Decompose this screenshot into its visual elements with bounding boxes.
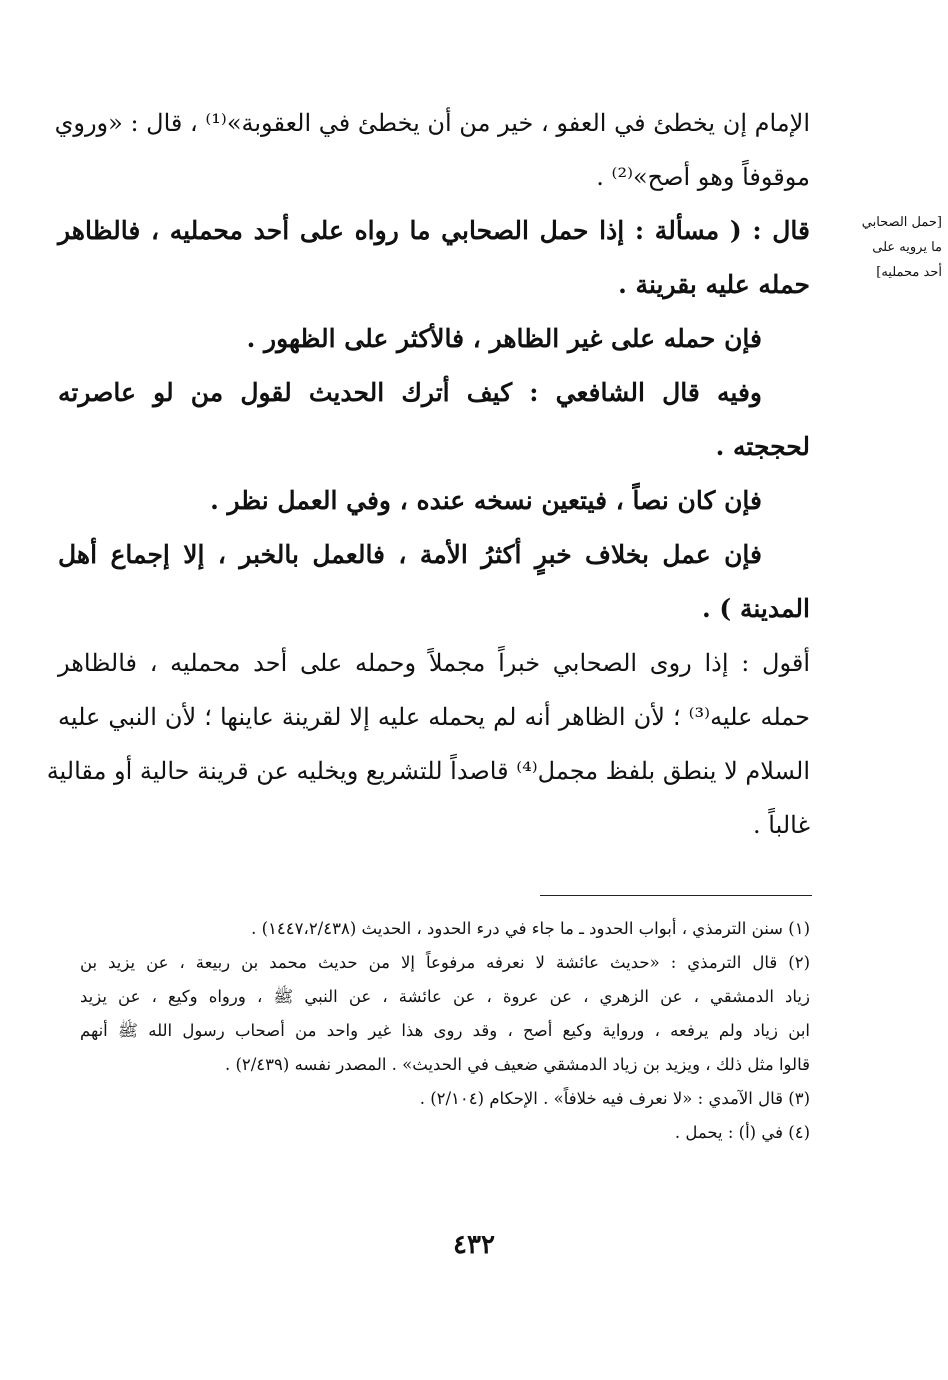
text-line: قال : ( مسألة : إذا حمل الصحابي ما رواه على أحد محمليه ، فالظاهر (58, 216, 810, 245)
footnote-line: (١) سنن الترمذي ، أبواب الحدود ـ ما جاء في درء الحدود ، الحديث (١٤٤٧،٢/٤٣٨) . (251, 919, 810, 938)
text-line: لحججته . (715, 432, 810, 461)
footnote-line: زياد الدمشقي ، عن الزهري ، عن عروة ، عن عائشة ، عن النبي ﷺ ، ورواه وكيع ، عن يزيد (80, 987, 810, 1006)
text-line: فإن كان نصاً ، فيتعين نسخه عنده ، وفي العمل نظر . (210, 486, 762, 515)
text-line: موقوفاً وهو أصح»⁽²⁾ . (596, 163, 810, 191)
text-line: أقول : إذا روى الصحابي خبراً مجملاً وحمله على أحد محمليه ، فالظاهر (58, 649, 810, 677)
text-line: فإن حمله على غير الظاهر ، فالأكثر على الظهور . (246, 324, 762, 353)
text-line: حمله عليه بقرينة . (618, 270, 810, 299)
text-line: الإمام إن يخطئ في العفو ، خير من أن يخطئ في العقوبة»⁽¹⁾ ، قال : «وروي (54, 109, 810, 137)
margin-note-line: أحد محمليه] (876, 265, 942, 280)
footnote-line: ابن زياد ولم يرفعه ، ورواية وكيع أصح ، وقد روى هذا غير واحد من أصحاب رسول الله ﷺ أنهم (80, 1021, 810, 1040)
margin-note-line: ما يرويه على (872, 240, 942, 255)
page-number: ٤٣٢ (453, 1230, 495, 1260)
footnote-line: (٤) في (أ) : يحمل . (674, 1123, 810, 1142)
footnotes (80, 912, 810, 1150)
footnote-line: (٣) قال الآمدي : «لا نعرف فيه خلافاً» . الإحكام (٢/١٠٤) . (419, 1089, 810, 1108)
margin-note (808, 210, 942, 285)
margin-note-line: [حمل الصحابي (861, 215, 942, 230)
footnote-divider (540, 895, 812, 896)
text-line: المدينة ) . (702, 594, 810, 623)
text-line: وفيه قال الشافعي : كيف أترك الحديث لقول من لو عاصرته (58, 378, 762, 407)
text-line: فإن عمل بخلاف خبرٍ أكثرُ الأمة ، فالعمل بالخبر ، إلا إجماع أهل (58, 540, 762, 569)
footnote-line: (٢) قال الترمذي : «حديث عائشة لا نعرفه مرفوعاً إلا من حديث محمد بن ربيعة ، عن يزيد بن (80, 953, 810, 972)
footnote-line: قالوا مثل ذلك ، ويزيد بن زياد الدمشقي ضعيف في الحديث» . المصدر نفسه (٢/٤٣٩) . (224, 1055, 810, 1074)
text-line: غالباً . (753, 811, 810, 839)
text-line: حمله عليه⁽³⁾ ؛ لأن الظاهر أنه لم يحمله عليه إلا لقرينة عاينها ؛ لأن النبي عليه (58, 703, 811, 731)
main-text (46, 96, 811, 852)
text-line: السلام لا ينطق بلفظ مجمل⁽⁴⁾ قاصداً للتشريع ويخليه عن قرينة حالية أو مقالية (46, 757, 810, 785)
